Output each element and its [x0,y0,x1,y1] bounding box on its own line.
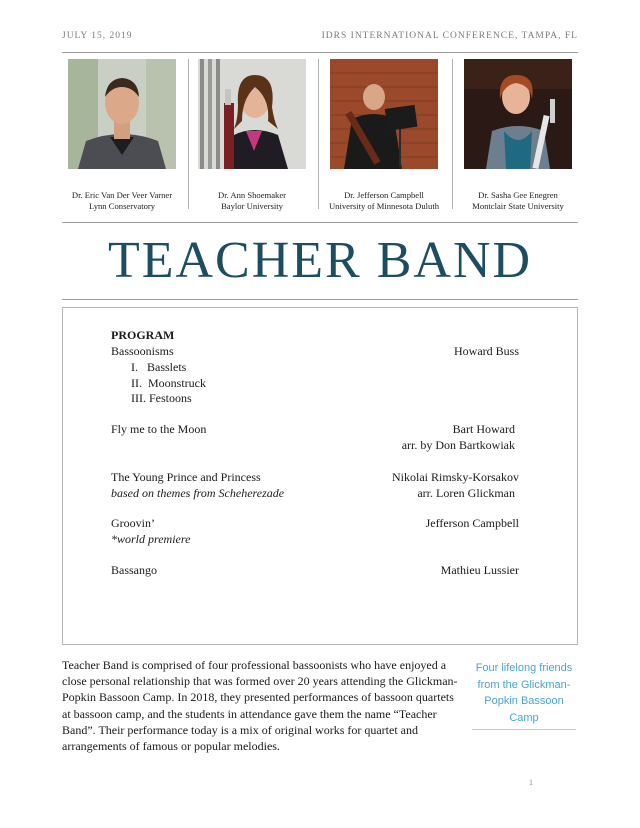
header-date: JULY 15, 2019 [62,31,133,41]
section-divider [62,222,578,223]
piece-composer: Howard Buss [454,344,519,358]
page-number: 1 [529,778,533,787]
performer-name: Dr. Jefferson Campbell [344,190,424,200]
page-title: TEACHER BAND [107,232,533,289]
performer-row [62,53,578,219]
performer-card [322,53,446,219]
piece-subtitle: *world premiere [111,532,191,546]
performer-name: Dr. Sasha Gee Enegren [478,190,558,200]
piece-arranger: arr. Loren Glickman [417,486,515,500]
column-divider [188,59,189,209]
piece-composer: Mathieu Lussier [440,563,519,577]
performer-photo [330,59,438,169]
piece-title: Fly me to the Moon [111,422,207,436]
program-box [62,307,578,645]
performer-institution: Lynn Conservatory [88,201,156,211]
pull-quote-divider [472,729,576,730]
header-conference: IDRS INTERNATIONAL CONFERENCE, TAMPA, FL [321,31,578,41]
performer-institution: University of Minnesota Duluth [328,201,440,211]
piece-movement: III. Festoons [131,391,192,405]
performer-name: Dr. Ann Shoemaker [217,190,287,200]
column-divider [318,59,319,209]
performer-card [458,53,578,219]
piece-title: The Young Prince and Princess [111,470,261,484]
piece-movement: I. Basslets [131,360,187,374]
performer-name: Dr. Eric Van Der Veer Varner [71,190,173,200]
column-divider [452,59,453,209]
performer-portrait-image [330,59,438,169]
pull-quote: Four lifelong friends from the Glickman-Popkin Bassoon Camp [475,662,573,724]
program-heading: PROGRAM [111,328,175,342]
performer-card [62,53,182,219]
performer-card [192,53,312,219]
description-paragraph: Teacher Band is comprised of four professional bassoonists who have enjoyed a close personal relationship that was formed over 20 years attending the Glickman-Popkin Bassoon Camp. In 2018, they presented performances of bassoon quartets at bassoon camp, and the students in attendance gave them the name “Teacher Band”. Their performance today is a mix of original works for quartet and arrangements of famous or popular melodies. [62,658,458,754]
page-header [62,31,578,45]
performer-institution: Montclair State University [472,201,564,211]
performer-institution: Baylor University [221,201,283,211]
title-divider [62,299,578,300]
piece-title: Bassoonisms [111,344,174,358]
performer-photo [68,59,176,169]
piece-title: Bassango [111,563,157,577]
piece-composer: Jefferson Campbell [425,516,519,530]
piece-composer: Bart Howard [452,422,515,436]
piece-subtitle: based on themes from Scheherezade [111,486,285,500]
performer-portrait-image [68,59,176,169]
performer-photo [198,59,306,169]
performer-photo [464,59,572,169]
piece-composer: Nikolai Rimsky-Korsakov [392,470,519,484]
performer-portrait-image [198,59,306,169]
piece-title: Groovin’ [111,516,155,530]
piece-arranger: arr. by Don Bartkowiak [401,438,515,452]
performer-portrait-image [464,59,572,169]
piece-movement: II. Moonstruck [131,376,206,390]
